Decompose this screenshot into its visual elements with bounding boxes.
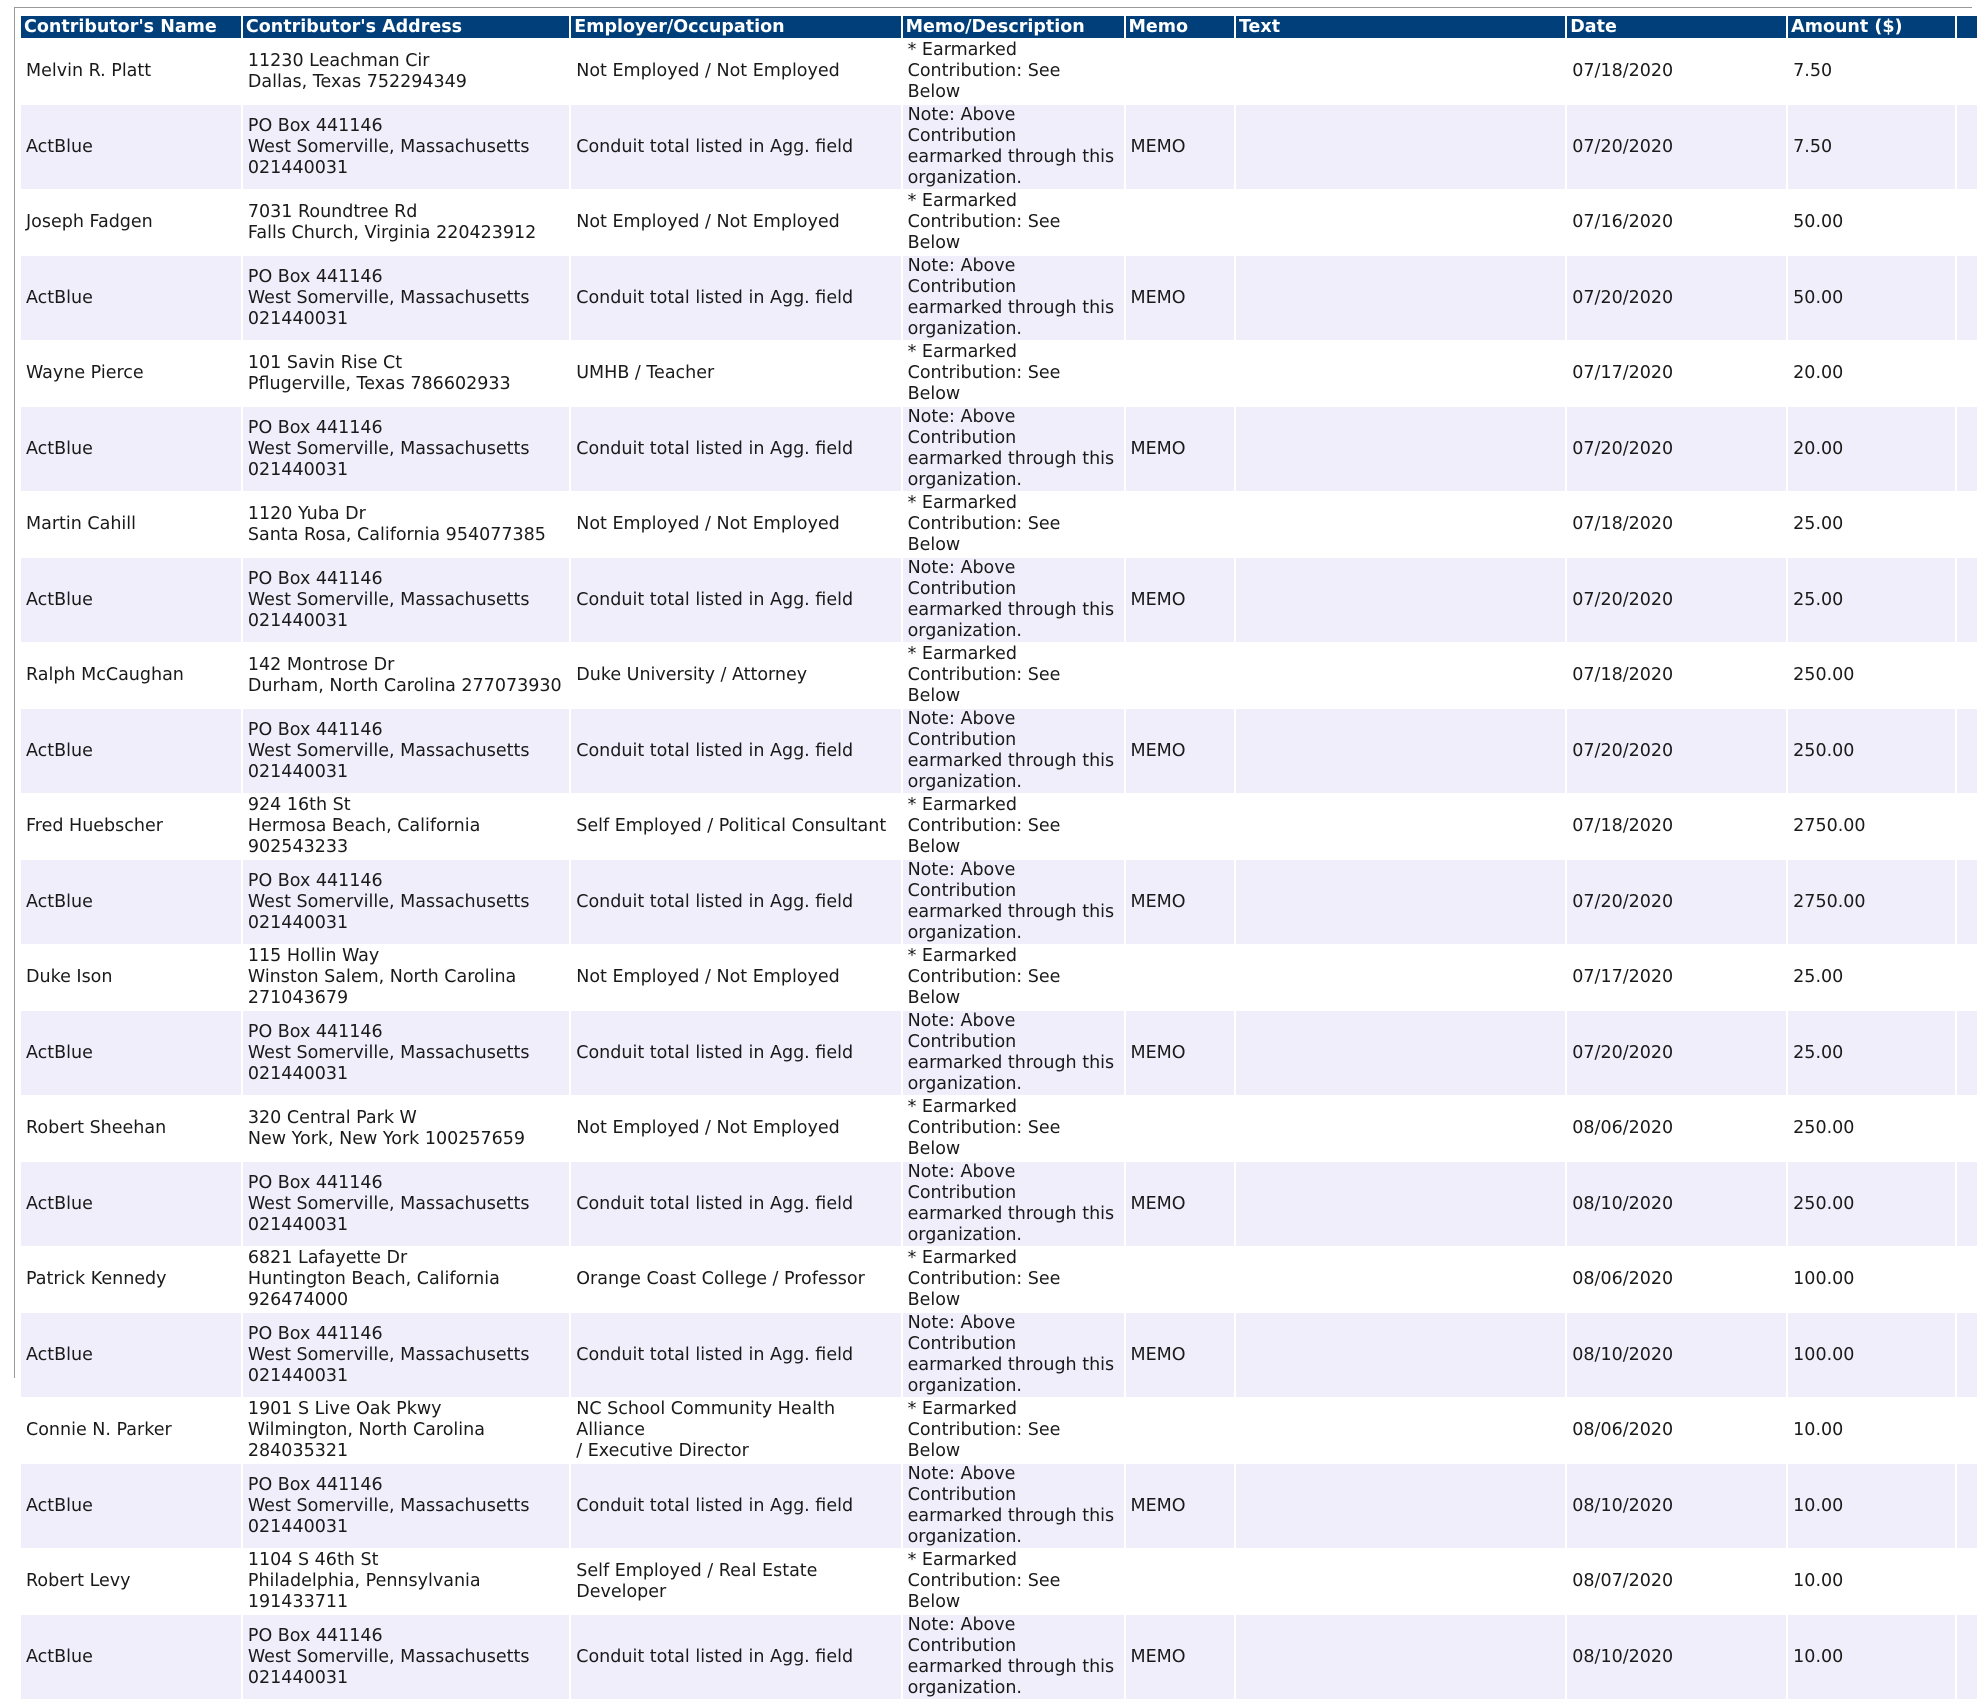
contribution-date: 08/06/2020 — [1567, 1399, 1786, 1462]
contributor-name: Robert Sheehan — [21, 1097, 241, 1160]
memo-text — [1236, 407, 1565, 491]
table-row — [21, 795, 1977, 858]
employer-occupation: Conduit total listed in Agg. field — [571, 256, 900, 340]
table-header-row — [21, 16, 1977, 38]
table-row — [21, 105, 1977, 189]
contribution-amount: 250.00 — [1788, 1097, 1955, 1160]
contribution-date: 07/20/2020 — [1567, 709, 1786, 793]
table-row — [21, 1615, 1977, 1699]
contribution-date: 07/18/2020 — [1567, 644, 1786, 707]
contribution-date: 07/18/2020 — [1567, 795, 1786, 858]
contribution-date: 08/10/2020 — [1567, 1162, 1786, 1246]
memo-text — [1236, 1097, 1565, 1160]
contribution-amount: 100.00 — [1788, 1248, 1955, 1311]
contribution-amount: 50.00 — [1788, 256, 1955, 340]
memo-text — [1236, 191, 1565, 254]
memo-text — [1236, 493, 1565, 556]
memo-description: Note: Above Contribution earmarked through this organization. — [903, 256, 1124, 340]
memo-text — [1236, 256, 1565, 340]
table-row — [21, 342, 1977, 405]
memo-text — [1236, 1313, 1565, 1397]
memo-text — [1236, 709, 1565, 793]
contribution-amount: 20.00 — [1788, 407, 1955, 491]
memo-description: Note: Above Contribution earmarked through this organization. — [903, 1011, 1124, 1095]
contribution-date: 07/18/2020 — [1567, 493, 1786, 556]
contribution-amount: 50.00 — [1788, 191, 1955, 254]
employer-occupation: Not Employed / Not Employed — [571, 191, 900, 254]
extra-cell — [1957, 1248, 1977, 1311]
memo-text — [1236, 40, 1565, 103]
contributor-name: ActBlue — [21, 256, 241, 340]
memo-code: MEMO — [1126, 407, 1234, 491]
extra-cell — [1957, 256, 1977, 340]
contributor-name: ActBlue — [21, 558, 241, 642]
contributor-name: Joseph Fadgen — [21, 191, 241, 254]
column-header-extra — [1957, 16, 1977, 38]
contributor-address: 7031 Roundtree Rd Falls Church, Virginia 220423912 — [243, 191, 569, 254]
memo-text — [1236, 1011, 1565, 1095]
table-row — [21, 1162, 1977, 1246]
contributor-name: Fred Huebscher — [21, 795, 241, 858]
contribution-date: 07/17/2020 — [1567, 946, 1786, 1009]
extra-cell — [1957, 407, 1977, 491]
memo-code — [1126, 1248, 1234, 1311]
contributor-name: ActBlue — [21, 1464, 241, 1548]
extra-cell — [1957, 1399, 1977, 1462]
contribution-date: 08/06/2020 — [1567, 1097, 1786, 1160]
contribution-amount: 25.00 — [1788, 558, 1955, 642]
table-row — [21, 1550, 1977, 1613]
employer-occupation: Conduit total listed in Agg. field — [571, 1313, 900, 1397]
memo-code — [1126, 40, 1234, 103]
memo-description: * Earmarked Contribution: See Below — [903, 946, 1124, 1009]
contribution-amount: 10.00 — [1788, 1615, 1955, 1699]
table-row — [21, 256, 1977, 340]
table-row — [21, 407, 1977, 491]
memo-description: * Earmarked Contribution: See Below — [903, 1248, 1124, 1311]
memo-description: * Earmarked Contribution: See Below — [903, 40, 1124, 103]
column-header-description: Memo/Description — [903, 16, 1124, 38]
column-header-amount: Amount ($) — [1788, 16, 1955, 38]
memo-text — [1236, 946, 1565, 1009]
memo-description: * Earmarked Contribution: See Below — [903, 1097, 1124, 1160]
memo-text — [1236, 558, 1565, 642]
contribution-date: 08/10/2020 — [1567, 1464, 1786, 1548]
contributor-address: 924 16th St Hermosa Beach, California 902543233 — [243, 795, 569, 858]
table-row — [21, 860, 1977, 944]
extra-cell — [1957, 709, 1977, 793]
extra-cell — [1957, 1011, 1977, 1095]
memo-code — [1126, 644, 1234, 707]
memo-code — [1126, 1550, 1234, 1613]
memo-description: Note: Above Contribution earmarked through this organization. — [903, 709, 1124, 793]
contributor-name: Melvin R. Platt — [21, 40, 241, 103]
extra-cell — [1957, 860, 1977, 944]
memo-code — [1126, 1097, 1234, 1160]
memo-description: * Earmarked Contribution: See Below — [903, 795, 1124, 858]
column-header-employer: Employer/Occupation — [571, 16, 900, 38]
contributor-address: PO Box 441146 West Somerville, Massachusetts 021440031 — [243, 860, 569, 944]
contribution-amount: 25.00 — [1788, 493, 1955, 556]
employer-occupation: UMHB / Teacher — [571, 342, 900, 405]
contributor-name: Robert Levy — [21, 1550, 241, 1613]
employer-occupation: Conduit total listed in Agg. field — [571, 558, 900, 642]
contribution-amount: 250.00 — [1788, 709, 1955, 793]
memo-code — [1126, 1399, 1234, 1462]
memo-text — [1236, 1464, 1565, 1548]
contributor-address: 142 Montrose Dr Durham, North Carolina 277073930 — [243, 644, 569, 707]
contributor-name: Wayne Pierce — [21, 342, 241, 405]
contribution-amount: 25.00 — [1788, 1011, 1955, 1095]
contributor-name: ActBlue — [21, 709, 241, 793]
memo-description: Note: Above Contribution earmarked through this organization. — [903, 1615, 1124, 1699]
memo-description: * Earmarked Contribution: See Below — [903, 1550, 1124, 1613]
contributor-address: PO Box 441146 West Somerville, Massachusetts 021440031 — [243, 1313, 569, 1397]
extra-cell — [1957, 644, 1977, 707]
contributor-address: PO Box 441146 West Somerville, Massachusetts 021440031 — [243, 1464, 569, 1548]
employer-occupation: Duke University / Attorney — [571, 644, 900, 707]
contributor-address: PO Box 441146 West Somerville, Massachusetts 021440031 — [243, 1011, 569, 1095]
contribution-date: 07/20/2020 — [1567, 1011, 1786, 1095]
memo-code: MEMO — [1126, 1162, 1234, 1246]
contribution-date: 08/06/2020 — [1567, 1248, 1786, 1311]
employer-occupation: Conduit total listed in Agg. field — [571, 1464, 900, 1548]
table-row — [21, 558, 1977, 642]
column-header-text: Text — [1236, 16, 1565, 38]
extra-cell — [1957, 558, 1977, 642]
contributor-name: ActBlue — [21, 1615, 241, 1699]
memo-description: Note: Above Contribution earmarked through this organization. — [903, 1162, 1124, 1246]
memo-text — [1236, 1615, 1565, 1699]
contribution-date: 07/20/2020 — [1567, 256, 1786, 340]
contributor-name: ActBlue — [21, 407, 241, 491]
memo-text — [1236, 860, 1565, 944]
contributor-name: Ralph McCaughan — [21, 644, 241, 707]
column-header-memo: Memo — [1126, 16, 1234, 38]
contribution-date: 07/20/2020 — [1567, 407, 1786, 491]
contributor-address: 101 Savin Rise Ct Pflugerville, Texas 786602933 — [243, 342, 569, 405]
contributor-address: 1104 S 46th St Philadelphia, Pennsylvania 191433711 — [243, 1550, 569, 1613]
contribution-date: 07/20/2020 — [1567, 558, 1786, 642]
table-row — [21, 1097, 1977, 1160]
contributor-address: PO Box 441146 West Somerville, Massachusetts 021440031 — [243, 105, 569, 189]
contribution-date: 07/17/2020 — [1567, 342, 1786, 405]
contributor-name: ActBlue — [21, 105, 241, 189]
employer-occupation: Not Employed / Not Employed — [571, 40, 900, 103]
contributor-name: Patrick Kennedy — [21, 1248, 241, 1311]
memo-description: Note: Above Contribution earmarked through this organization. — [903, 1464, 1124, 1548]
memo-description: Note: Above Contribution earmarked through this organization. — [903, 860, 1124, 944]
employer-occupation: Self Employed / Real Estate Developer — [571, 1550, 900, 1613]
contribution-date: 07/18/2020 — [1567, 40, 1786, 103]
contribution-amount: 20.00 — [1788, 342, 1955, 405]
contribution-date: 08/10/2020 — [1567, 1313, 1786, 1397]
contributor-name: ActBlue — [21, 1162, 241, 1246]
memo-text — [1236, 795, 1565, 858]
memo-code: MEMO — [1126, 1011, 1234, 1095]
contributions-table — [19, 14, 1979, 1701]
contributor-name: Duke Ison — [21, 946, 241, 1009]
table-body — [21, 40, 1977, 1699]
memo-text — [1236, 1162, 1565, 1246]
memo-code: MEMO — [1126, 1615, 1234, 1699]
extra-cell — [1957, 795, 1977, 858]
contributor-address: PO Box 441146 West Somerville, Massachusetts 021440031 — [243, 1162, 569, 1246]
contributor-address: 11230 Leachman Cir Dallas, Texas 752294349 — [243, 40, 569, 103]
contributor-name: ActBlue — [21, 1011, 241, 1095]
contribution-amount: 2750.00 — [1788, 860, 1955, 944]
employer-occupation: Conduit total listed in Agg. field — [571, 407, 900, 491]
memo-code: MEMO — [1126, 709, 1234, 793]
memo-text — [1236, 1248, 1565, 1311]
extra-cell — [1957, 1550, 1977, 1613]
contribution-amount: 10.00 — [1788, 1550, 1955, 1613]
table-row — [21, 1464, 1977, 1548]
contribution-date: 08/10/2020 — [1567, 1615, 1786, 1699]
memo-text — [1236, 1399, 1565, 1462]
contribution-amount: 7.50 — [1788, 105, 1955, 189]
table-row — [21, 709, 1977, 793]
memo-code: MEMO — [1126, 1464, 1234, 1548]
table-row — [21, 1399, 1977, 1462]
contribution-amount: 100.00 — [1788, 1313, 1955, 1397]
extra-cell — [1957, 493, 1977, 556]
memo-description: Note: Above Contribution earmarked through this organization. — [903, 407, 1124, 491]
memo-code — [1126, 493, 1234, 556]
contribution-date: 07/16/2020 — [1567, 191, 1786, 254]
contributor-address: PO Box 441146 West Somerville, Massachusetts 021440031 — [243, 709, 569, 793]
extra-cell — [1957, 342, 1977, 405]
memo-code: MEMO — [1126, 105, 1234, 189]
table-row — [21, 191, 1977, 254]
table-row — [21, 1011, 1977, 1095]
extra-cell — [1957, 1313, 1977, 1397]
memo-description: * Earmarked Contribution: See Below — [903, 493, 1124, 556]
employer-occupation: NC School Community Health Alliance / Executive Director — [571, 1399, 900, 1462]
employer-occupation: Orange Coast College / Professor — [571, 1248, 900, 1311]
contributor-name: ActBlue — [21, 1313, 241, 1397]
contributor-address: PO Box 441146 West Somerville, Massachusetts 021440031 — [243, 1615, 569, 1699]
employer-occupation: Conduit total listed in Agg. field — [571, 709, 900, 793]
table-row — [21, 1313, 1977, 1397]
table-row — [21, 493, 1977, 556]
table-row — [21, 946, 1977, 1009]
extra-cell — [1957, 1097, 1977, 1160]
contributor-address: 115 Hollin Way Winston Salem, North Carolina 271043679 — [243, 946, 569, 1009]
memo-description: Note: Above Contribution earmarked through this organization. — [903, 558, 1124, 642]
contribution-amount: 10.00 — [1788, 1464, 1955, 1548]
extra-cell — [1957, 946, 1977, 1009]
contribution-amount: 25.00 — [1788, 946, 1955, 1009]
memo-code: MEMO — [1126, 256, 1234, 340]
employer-occupation: Conduit total listed in Agg. field — [571, 1615, 900, 1699]
extra-cell — [1957, 1615, 1977, 1699]
table-row — [21, 644, 1977, 707]
contribution-amount: 250.00 — [1788, 644, 1955, 707]
employer-occupation: Not Employed / Not Employed — [571, 946, 900, 1009]
memo-text — [1236, 644, 1565, 707]
contribution-amount: 2750.00 — [1788, 795, 1955, 858]
memo-code: MEMO — [1126, 860, 1234, 944]
memo-description: * Earmarked Contribution: See Below — [903, 644, 1124, 707]
memo-code — [1126, 342, 1234, 405]
extra-cell — [1957, 40, 1977, 103]
contributor-name: Martin Cahill — [21, 493, 241, 556]
memo-code — [1126, 946, 1234, 1009]
contribution-amount: 250.00 — [1788, 1162, 1955, 1246]
contribution-date: 07/20/2020 — [1567, 105, 1786, 189]
employer-occupation: Not Employed / Not Employed — [571, 493, 900, 556]
employer-occupation: Conduit total listed in Agg. field — [571, 860, 900, 944]
table-row — [21, 1248, 1977, 1311]
contribution-amount: 10.00 — [1788, 1399, 1955, 1462]
employer-occupation: Conduit total listed in Agg. field — [571, 105, 900, 189]
contributor-address: 320 Central Park W New York, New York 100257659 — [243, 1097, 569, 1160]
contributor-address: 1120 Yuba Dr Santa Rosa, California 954077385 — [243, 493, 569, 556]
memo-description: Note: Above Contribution earmarked through this organization. — [903, 1313, 1124, 1397]
contributor-address: PO Box 441146 West Somerville, Massachusetts 021440031 — [243, 558, 569, 642]
contribution-amount: 7.50 — [1788, 40, 1955, 103]
table-row — [21, 40, 1977, 103]
memo-code: MEMO — [1126, 1313, 1234, 1397]
memo-code: MEMO — [1126, 558, 1234, 642]
extra-cell — [1957, 1162, 1977, 1246]
contributor-address: PO Box 441146 West Somerville, Massachusetts 021440031 — [243, 256, 569, 340]
memo-text — [1236, 342, 1565, 405]
extra-cell — [1957, 1464, 1977, 1548]
memo-code — [1126, 191, 1234, 254]
contributor-name: ActBlue — [21, 860, 241, 944]
column-header-date: Date — [1567, 16, 1786, 38]
column-header-name: Contributor's Name — [21, 16, 241, 38]
employer-occupation: Self Employed / Political Consultant — [571, 795, 900, 858]
memo-description: * Earmarked Contribution: See Below — [903, 1399, 1124, 1462]
extra-cell — [1957, 105, 1977, 189]
memo-text — [1236, 1550, 1565, 1613]
column-header-address: Contributor's Address — [243, 16, 569, 38]
memo-text — [1236, 105, 1565, 189]
contributor-address: 1901 S Live Oak Pkwy Wilmington, North Carolina 284035321 — [243, 1399, 569, 1462]
contributor-name: Connie N. Parker — [21, 1399, 241, 1462]
memo-code — [1126, 795, 1234, 858]
employer-occupation: Conduit total listed in Agg. field — [571, 1011, 900, 1095]
contribution-date: 07/20/2020 — [1567, 860, 1786, 944]
memo-description: * Earmarked Contribution: See Below — [903, 342, 1124, 405]
memo-description: * Earmarked Contribution: See Below — [903, 191, 1124, 254]
employer-occupation: Conduit total listed in Agg. field — [571, 1162, 900, 1246]
employer-occupation: Not Employed / Not Employed — [571, 1097, 900, 1160]
contributor-address: 6821 Lafayette Dr Huntington Beach, California 926474000 — [243, 1248, 569, 1311]
extra-cell — [1957, 191, 1977, 254]
contribution-date: 08/07/2020 — [1567, 1550, 1786, 1613]
memo-description: Note: Above Contribution earmarked through this organization. — [903, 105, 1124, 189]
contributor-address: PO Box 441146 West Somerville, Massachusetts 021440031 — [243, 407, 569, 491]
